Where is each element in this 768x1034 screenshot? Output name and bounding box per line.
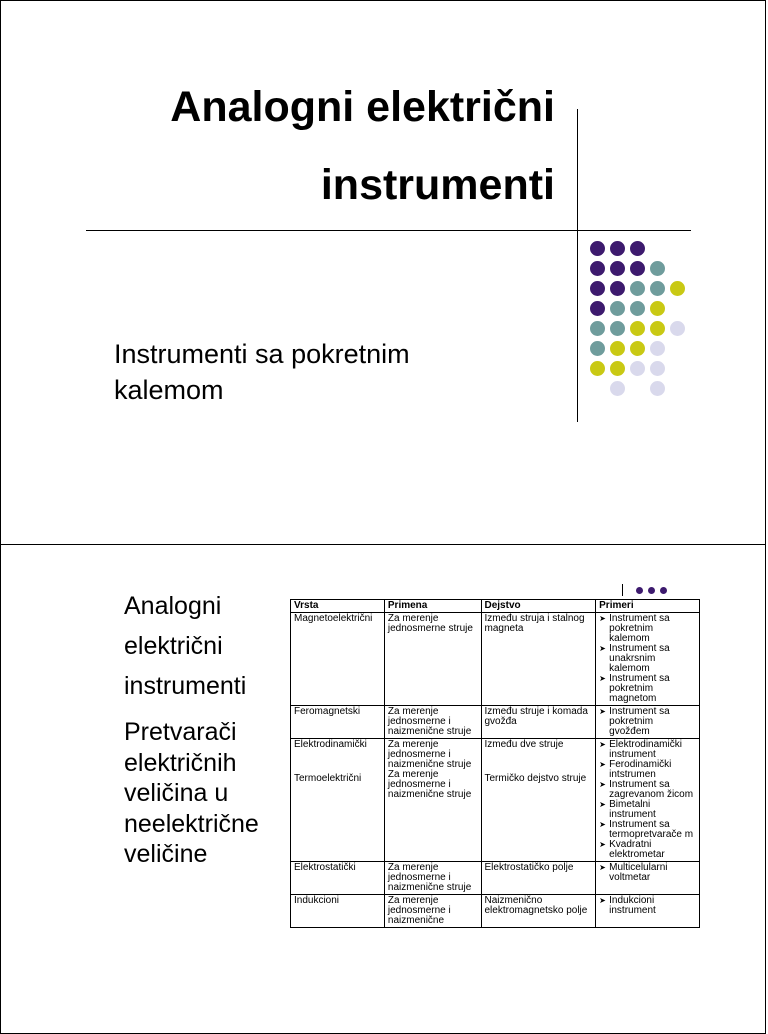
decorative-dot [630,301,645,316]
primeri-item: ➤ Bimetalni instrument [599,800,696,820]
slide-2 [0,544,766,1034]
corner-dot [648,587,655,594]
bullet-line: električni [124,632,223,660]
decorative-dot [650,301,665,316]
primeri-item: ➤ Instrument sa pokretnim gvožđem [599,707,696,737]
decorative-dot [610,341,625,356]
bullet-line: Analogni [124,592,222,620]
bullet-line: veličina u [124,779,229,807]
decorative-dot [610,281,625,296]
decorative-dot [590,241,605,256]
dejstvo-1: Između dve struje [484,739,564,750]
decorative-dot [650,261,665,276]
bullet-line: instrumenti [124,672,247,700]
table-row [291,706,700,739]
decorative-dot [610,381,625,396]
header-dejstvo: Dejstvo [481,600,596,613]
vrsta-elektrodinamicki: Elektrodinamički [294,739,367,750]
primeri-item: ➤ Instrument sa pokretnim kalemom [599,614,696,644]
bullet-analogni [124,586,246,706]
cell-primeri [596,862,700,895]
cell-vrsta: Feromagnetski [291,706,385,739]
cell-primena: Za merenje jednosmerne i naizmenične struje [384,706,481,739]
slide-title-line1: Analogni električni [170,83,555,131]
decorative-dot [590,321,605,336]
primeri-list [599,740,696,860]
table-row [291,739,700,862]
decorative-dot [590,281,605,296]
decorative-dot [630,281,645,296]
header-primeri: Primeri [596,600,700,613]
cell-primena: Za merenje jednosmerne i naizmenične struje [384,862,481,895]
bullet-line: Pretvarači [124,718,237,746]
slide-title-line2: instrumenti [320,161,555,209]
subtitle-line2: kalemom [114,375,224,405]
decorative-dot [670,281,685,296]
subtitle-line1: Instrumenti sa pokretnim [114,339,410,369]
primeri-item: ➤ Instrument sa zagrevanom žicom [599,780,696,800]
cell-vrsta: Indukcioni [291,895,385,928]
cell-dejstvo: Između struje i komada gvožđa [481,706,596,739]
bullet-line: neelektrične [124,809,259,838]
cell-primena: Za merenje jednosmerne i naizmenične [384,895,481,928]
cell-dejstvo: Elektrostatičko polje [481,862,596,895]
decorative-dot [650,341,665,356]
decorative-dot [610,241,625,256]
primena-2: Za merenje jednosmerne i naizmenične struje [387,769,472,800]
cell-primena: Za merenje jednosmerne struje [384,613,481,706]
decorative-dot [670,321,685,336]
decorative-dot [650,361,665,376]
decorative-dot [590,301,605,316]
decorative-dot [610,261,625,276]
cell-primeri [596,706,700,739]
decorative-dot [650,381,665,396]
primeri-item: ➤ Elektrodinamički instrument [599,740,696,760]
primeri-list [599,614,696,704]
cell-vrsta: Magnetoelektrični [291,613,385,706]
primeri-list [599,896,696,916]
decorative-dot [610,321,625,336]
cell-primeri [596,613,700,706]
primeri-item: ➤ Instrument sa pokretnim magnetom [599,674,696,704]
cell-primeri [596,739,700,862]
table-row [291,613,700,706]
decorative-dot [590,341,605,356]
decorative-dot [590,261,605,276]
dejstvo-2: Termičko dejstvo struje [484,773,587,784]
decorative-dot [630,241,645,256]
cell-dejstvo: Naizmenično elektromagnetsko polje [481,895,596,928]
decorative-dot [630,361,645,376]
table-header-row [291,600,700,613]
primeri-item: ➤ Ferodinamički intstrumen [599,760,696,780]
header-vrsta: Vrsta [291,600,385,613]
vrsta-termoelektricni: Termoelektrični [294,773,362,784]
primeri-item: ➤ Multicelularni voltmetar [599,863,696,883]
cell-dejstvo [481,739,596,862]
cell-vrsta [291,739,385,862]
primeri-item: ➤ Indukcioni instrument [599,896,696,916]
title-divider-vertical [577,109,578,422]
primena-1: Za merenje jednosmerne i naizmenične struje [387,739,472,770]
primeri-item: ➤ Kvadratni elektrometar [599,840,696,860]
primeri-list [599,863,696,883]
decorative-dot [630,321,645,336]
bullet-line: veličine [124,840,208,868]
table-row [291,862,700,895]
header-primena: Primena [384,600,481,613]
primeri-item: ➤ Instrument sa unakrsnim kalemom [599,644,696,674]
slide-subtitle [114,336,410,408]
cell-primena [384,739,481,862]
decorative-dot [650,321,665,336]
decorative-dot [630,341,645,356]
primeri-item: ➤ Instrument sa termopretvarače m [599,820,696,840]
decorative-dot [610,361,625,376]
decorative-dot [590,361,605,376]
corner-divider [622,584,623,596]
bullet-line: električnih [124,748,237,777]
bullet-pretvaraci [124,717,259,870]
corner-dot [636,587,643,594]
instrument-table [290,599,700,928]
cell-vrsta: Elektrostatički [291,862,385,895]
primeri-list [599,707,696,737]
title-divider-horizontal [86,230,691,231]
cell-primeri [596,895,700,928]
cell-dejstvo: Između struja i stalnog magneta [481,613,596,706]
corner-dot [660,587,667,594]
decorative-dot [610,301,625,316]
decorative-dot [650,281,665,296]
decorative-dot [630,261,645,276]
table-row [291,895,700,928]
